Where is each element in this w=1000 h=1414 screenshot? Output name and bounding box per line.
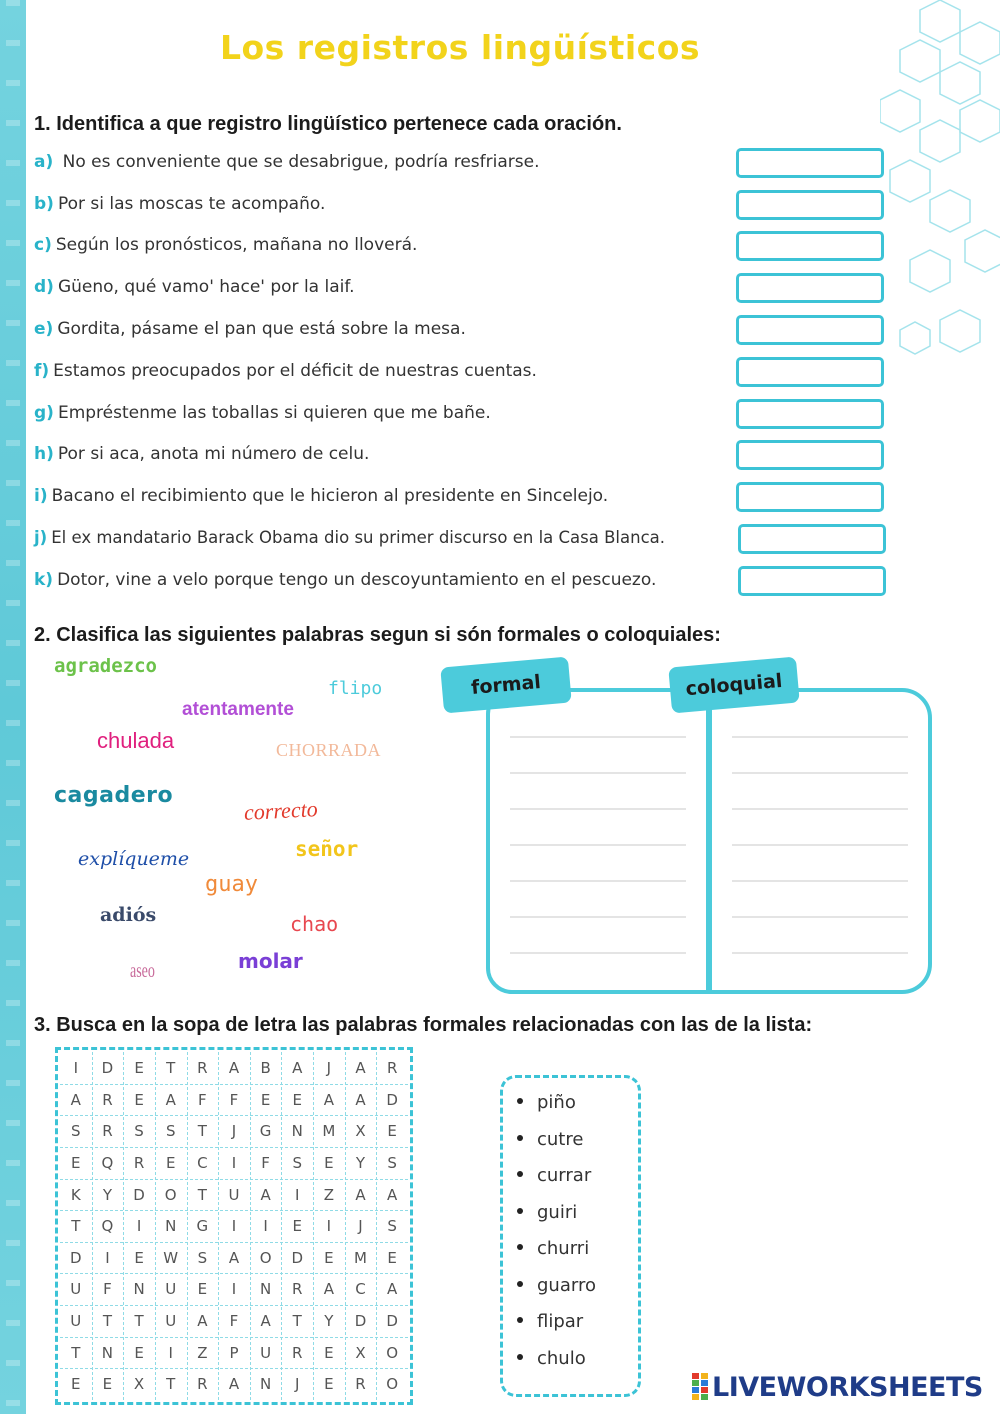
question-row — [34, 148, 894, 190]
question-text — [34, 319, 466, 339]
question-letter: a) — [34, 152, 54, 172]
grid-cell[interactable]: R — [197, 1059, 208, 1077]
grid-cell[interactable]: I — [231, 1153, 237, 1172]
grid-cell[interactable]: E — [387, 1122, 397, 1141]
question-row — [34, 231, 894, 273]
grid-cell[interactable]: Z — [197, 1343, 208, 1362]
question-letter: j) — [34, 528, 48, 547]
question-text — [34, 570, 656, 590]
grid-cell[interactable]: D — [133, 1185, 145, 1204]
page-title: Los registros lingüísticos — [219, 28, 701, 67]
grid-cell[interactable]: E — [292, 1217, 302, 1236]
grid-cell[interactable]: I — [136, 1217, 142, 1236]
question-letter: h) — [34, 444, 54, 464]
grid-cell[interactable]: O — [164, 1185, 177, 1204]
list-item: flipar — [517, 1311, 583, 1332]
question-row — [34, 399, 894, 441]
question-sentence: Empréstenme las toballas si quieren que me bañe. — [57, 403, 491, 423]
grid-cell[interactable]: X — [355, 1122, 366, 1141]
grid-cell[interactable]: W — [163, 1248, 179, 1267]
list-item: currar — [517, 1165, 591, 1186]
grid-cell[interactable]: I — [231, 1280, 237, 1299]
grid-cell[interactable]: Z — [323, 1185, 335, 1204]
drop-line — [510, 736, 686, 738]
grid-cell[interactable]: A — [355, 1059, 366, 1077]
grid-cell[interactable]: F — [103, 1280, 112, 1299]
answer-input[interactable] — [736, 440, 884, 470]
question-letter: d) — [34, 277, 54, 297]
grid-cell[interactable]: S — [292, 1153, 303, 1172]
word-list — [500, 1075, 641, 1397]
question-row — [34, 273, 894, 315]
formal-label-tag: formal — [440, 657, 572, 714]
grid-cell[interactable]: J — [231, 1122, 237, 1141]
grid-cell[interactable]: D — [354, 1312, 367, 1331]
question-row — [34, 524, 894, 566]
drop-line — [510, 808, 686, 810]
coloquial-drop-zone[interactable] — [708, 688, 932, 994]
grid-cell[interactable]: E — [134, 1248, 144, 1267]
grid-cell[interactable]: I — [231, 1217, 237, 1236]
grid-cell[interactable]: A — [355, 1185, 366, 1204]
drop-line — [732, 916, 908, 918]
question-sentence: Bacano el recibimiento que le hicieron al presidente en Sincelejo. — [51, 486, 609, 506]
draggable-word[interactable]: atentamente — [182, 699, 294, 720]
word-search-grid — [55, 1047, 413, 1405]
grid-cell[interactable]: A — [228, 1059, 240, 1077]
question-letter: f) — [34, 361, 50, 381]
question-sentence: Según los pronósticos, mañana no lloverá. — [55, 235, 418, 255]
drop-line — [732, 844, 908, 846]
grid-cell[interactable]: P — [229, 1343, 239, 1362]
drop-line — [510, 880, 686, 882]
grid-cell[interactable]: T — [71, 1217, 81, 1236]
grid-cell[interactable]: K — [70, 1185, 81, 1204]
grid-cell[interactable]: Q — [101, 1153, 114, 1172]
grid-cell[interactable]: E — [324, 1375, 334, 1394]
question-sentence: No es conveniente que se desabrigue, podría resfriarse. — [57, 152, 540, 172]
grid-cell[interactable]: T — [197, 1122, 207, 1141]
grid-cell[interactable]: F — [198, 1090, 207, 1109]
grid-cell[interactable]: G — [259, 1122, 272, 1141]
question-row — [34, 482, 894, 524]
grid-cell[interactable]: A — [228, 1248, 240, 1267]
grid-cell[interactable]: O — [386, 1343, 399, 1362]
draggable-word[interactable]: correcto — [243, 796, 319, 825]
answer-input[interactable] — [736, 273, 884, 303]
grid-cell[interactable]: G — [196, 1217, 209, 1236]
grid-cell[interactable]: E — [165, 1153, 176, 1172]
question-sentence: Por si las moscas te acompaño. — [57, 194, 326, 214]
grid-cell[interactable]: E — [387, 1248, 397, 1267]
grid-cell[interactable]: T — [71, 1343, 81, 1362]
grid-cell[interactable]: X — [133, 1375, 145, 1394]
liveworksheets-icon — [692, 1373, 708, 1401]
draggable-word[interactable]: explíqueme — [78, 848, 190, 870]
grid-cell[interactable]: J — [358, 1217, 363, 1236]
grid-cell[interactable]: A — [70, 1090, 81, 1109]
grid-cell[interactable]: U — [70, 1280, 82, 1299]
grid-cell[interactable]: E — [134, 1090, 144, 1109]
question-letter: c) — [34, 235, 52, 255]
grid-cell[interactable]: F — [261, 1153, 270, 1172]
grid-cell[interactable]: U — [70, 1312, 82, 1331]
grid-cell[interactable]: T — [134, 1312, 144, 1331]
draggable-word[interactable]: agradezco — [54, 655, 157, 677]
draggable-word[interactable]: aseo — [130, 960, 155, 982]
section1-title: 1. Identifica a que registro lingüístico pertenece cada oración. — [34, 113, 622, 135]
grid-cell[interactable]: F — [229, 1090, 239, 1109]
question-sentence: Güeno, qué vamo' hace' por la laif. — [57, 277, 355, 297]
grid-cell[interactable]: C — [355, 1280, 366, 1299]
grid-cell[interactable]: T — [166, 1059, 176, 1077]
grid-cell[interactable]: D — [386, 1312, 398, 1331]
grid-cell[interactable]: R — [355, 1375, 366, 1394]
question-sentence: El ex mandatario Barack Obama dio su primer discurso en la Casa Blanca. — [51, 528, 666, 547]
grid-cell[interactable]: U — [260, 1343, 272, 1362]
grid-cell[interactable]: E — [197, 1280, 208, 1299]
question-text — [34, 361, 537, 381]
question-sentence: Por si aca, anota mi número de celu. — [57, 444, 370, 464]
grid-cell[interactable]: A — [387, 1185, 398, 1204]
grid-cell[interactable]: I — [263, 1217, 268, 1236]
grid-cell[interactable]: M — [322, 1122, 336, 1141]
list-item: chulo — [517, 1348, 586, 1369]
grid-cell[interactable]: R — [133, 1153, 145, 1172]
grid-cell[interactable]: Y — [102, 1185, 112, 1204]
grid-cell[interactable]: T — [197, 1185, 207, 1204]
grid-cell[interactable]: E — [324, 1153, 334, 1172]
drop-line — [732, 736, 908, 738]
liveworksheets-logo[interactable] — [692, 1372, 983, 1406]
grid-cell[interactable]: E — [134, 1059, 144, 1077]
grid-cell[interactable]: J — [295, 1375, 300, 1394]
grid-cell[interactable]: N — [165, 1217, 177, 1236]
grid-cell[interactable]: B — [260, 1059, 271, 1077]
grid-cell[interactable]: S — [387, 1217, 397, 1236]
section2-title: 2. Clasifica las siguientes palabras segun si són formales o coloquiales: — [34, 624, 721, 646]
word-search-cells — [60, 1052, 408, 1400]
left-decorative-band — [0, 0, 26, 1414]
list-item: piño — [517, 1092, 576, 1113]
grid-cell[interactable]: N — [259, 1280, 272, 1299]
question-text — [34, 235, 417, 255]
draggable-word[interactable]: señor — [295, 837, 359, 861]
grid-cell[interactable]: X — [355, 1343, 366, 1362]
brand-name: LIVEWORKSHEETS — [712, 1372, 983, 1403]
answer-input[interactable] — [736, 399, 884, 429]
section3-title: 3. Busca en la sopa de letra las palabras formales relacionadas con las de la lista: — [34, 1014, 813, 1036]
question-letter: b) — [34, 194, 54, 214]
grid-cell[interactable]: S — [197, 1248, 208, 1267]
grid-cell[interactable]: Q — [101, 1217, 114, 1236]
grid-cell[interactable]: U — [165, 1280, 177, 1299]
grid-cell[interactable]: I — [326, 1217, 332, 1236]
grid-cell[interactable]: A — [260, 1312, 271, 1331]
question-text — [34, 528, 665, 547]
grid-cell[interactable]: A — [387, 1280, 398, 1299]
answer-input[interactable] — [736, 148, 884, 178]
grid-cell[interactable]: E — [324, 1343, 334, 1362]
grid-cell[interactable]: D — [386, 1090, 398, 1109]
grid-cell[interactable]: R — [386, 1059, 398, 1077]
grid-cell[interactable]: T — [292, 1312, 302, 1331]
drop-line — [510, 772, 686, 774]
question-row — [34, 357, 894, 399]
question-row — [34, 566, 894, 608]
grid-cell[interactable]: E — [71, 1153, 81, 1172]
list-item: cutre — [517, 1129, 583, 1150]
question-text — [34, 444, 369, 464]
grid-cell[interactable]: O — [386, 1375, 399, 1394]
grid-cell[interactable]: F — [229, 1312, 239, 1331]
drop-line — [510, 952, 686, 954]
grid-cell[interactable]: S — [134, 1122, 144, 1141]
grid-cell[interactable]: A — [355, 1090, 366, 1109]
question-row — [34, 315, 894, 357]
grid-cell[interactable]: D — [70, 1248, 82, 1267]
grid-cell[interactable]: E — [71, 1375, 81, 1394]
answer-input[interactable] — [738, 524, 886, 554]
grid-cell[interactable]: R — [292, 1343, 303, 1362]
grid-cell[interactable]: I — [73, 1059, 79, 1077]
grid-cell[interactable]: A — [165, 1090, 176, 1109]
grid-cell[interactable]: R — [197, 1375, 208, 1394]
grid-cell[interactable]: T — [166, 1375, 176, 1394]
formal-drop-zone[interactable] — [486, 688, 710, 994]
question-letter: k) — [34, 570, 54, 590]
grid-cell[interactable]: E — [292, 1090, 302, 1109]
question-row — [34, 440, 894, 482]
grid-cell[interactable]: Y — [324, 1312, 334, 1331]
grid-cell[interactable]: S — [165, 1122, 176, 1141]
draggable-word[interactable]: flipo — [328, 678, 383, 699]
grid-cell[interactable]: E — [102, 1375, 113, 1394]
question-sentence: Gordita, pásame el pan que está sobre la mesa. — [57, 319, 466, 339]
question-letter: e) — [34, 319, 54, 339]
grid-cell[interactable]: O — [259, 1248, 272, 1267]
draggable-word[interactable]: cagadero — [54, 783, 174, 808]
answer-input[interactable] — [736, 190, 884, 220]
answer-input[interactable] — [738, 566, 886, 596]
grid-cell[interactable]: D — [291, 1248, 304, 1267]
answer-input[interactable] — [736, 482, 884, 512]
question-text — [34, 277, 355, 297]
grid-cell[interactable]: I — [295, 1185, 300, 1204]
question-text — [34, 194, 325, 214]
grid-cell[interactable]: J — [326, 1059, 332, 1077]
question-sentence: Dotor, vine a velo porque tengo un descoyuntamiento en el pescuezo. — [57, 570, 657, 590]
answer-input[interactable] — [736, 231, 884, 261]
drop-line — [732, 808, 908, 810]
drop-line — [510, 844, 686, 846]
list-item: churri — [517, 1238, 589, 1259]
list-item: guiri — [517, 1202, 577, 1223]
grid-cell[interactable]: T — [102, 1312, 112, 1331]
grid-cell[interactable]: S — [387, 1153, 397, 1172]
question-text — [34, 486, 608, 506]
drop-line — [732, 772, 908, 774]
grid-cell[interactable]: A — [260, 1185, 271, 1204]
draggable-word[interactable]: molar — [238, 949, 303, 973]
draggable-word[interactable]: adiós — [100, 904, 157, 926]
question-row — [34, 190, 894, 232]
grid-cell[interactable]: Y — [355, 1153, 366, 1172]
grid-cell[interactable]: U — [228, 1185, 240, 1204]
grid-cell[interactable]: C — [197, 1153, 208, 1172]
grid-cell[interactable]: N — [259, 1375, 272, 1394]
draggable-word[interactable]: guay — [205, 872, 258, 897]
question-text — [34, 152, 539, 172]
grid-cell[interactable]: R — [102, 1122, 113, 1141]
grid-cell[interactable]: E — [260, 1090, 271, 1109]
drop-line — [510, 916, 686, 918]
grid-cell[interactable]: E — [134, 1343, 144, 1362]
grid-cell[interactable]: N — [101, 1343, 114, 1362]
grid-cell[interactable]: A — [228, 1375, 240, 1394]
grid-cell[interactable]: R — [292, 1280, 303, 1299]
draggable-word[interactable]: chao — [290, 912, 339, 936]
grid-cell[interactable]: A — [292, 1059, 303, 1077]
grid-cell[interactable]: N — [133, 1280, 145, 1299]
draggable-word[interactable]: chulada — [97, 728, 175, 753]
answer-input[interactable] — [736, 357, 884, 387]
grid-cell[interactable]: D — [101, 1059, 114, 1077]
grid-cell[interactable]: I — [105, 1248, 110, 1267]
question-text — [34, 403, 491, 423]
question-letter: i) — [34, 486, 48, 506]
drop-line — [732, 880, 908, 882]
list-item: guarro — [517, 1275, 596, 1296]
grid-cell[interactable]: I — [168, 1343, 173, 1362]
grid-cell[interactable]: A — [197, 1312, 208, 1331]
drop-line — [732, 952, 908, 954]
grid-cell[interactable]: A — [323, 1090, 334, 1109]
grid-cell[interactable]: S — [71, 1122, 81, 1141]
answer-input[interactable] — [736, 315, 884, 345]
grid-cell[interactable]: A — [323, 1280, 334, 1299]
question-letter: g) — [34, 403, 54, 423]
grid-cell[interactable]: U — [165, 1312, 177, 1331]
grid-cell[interactable]: R — [102, 1090, 113, 1109]
question-sentence: Estamos preocupados por el déficit de nuestras cuentas. — [53, 361, 537, 381]
coloquial-label-tag: coloquial — [668, 657, 800, 714]
grid-cell[interactable]: N — [291, 1122, 303, 1141]
grid-cell[interactable]: M — [354, 1248, 367, 1267]
draggable-word[interactable]: CHORRADA — [276, 740, 382, 760]
grid-cell[interactable]: E — [324, 1248, 334, 1267]
